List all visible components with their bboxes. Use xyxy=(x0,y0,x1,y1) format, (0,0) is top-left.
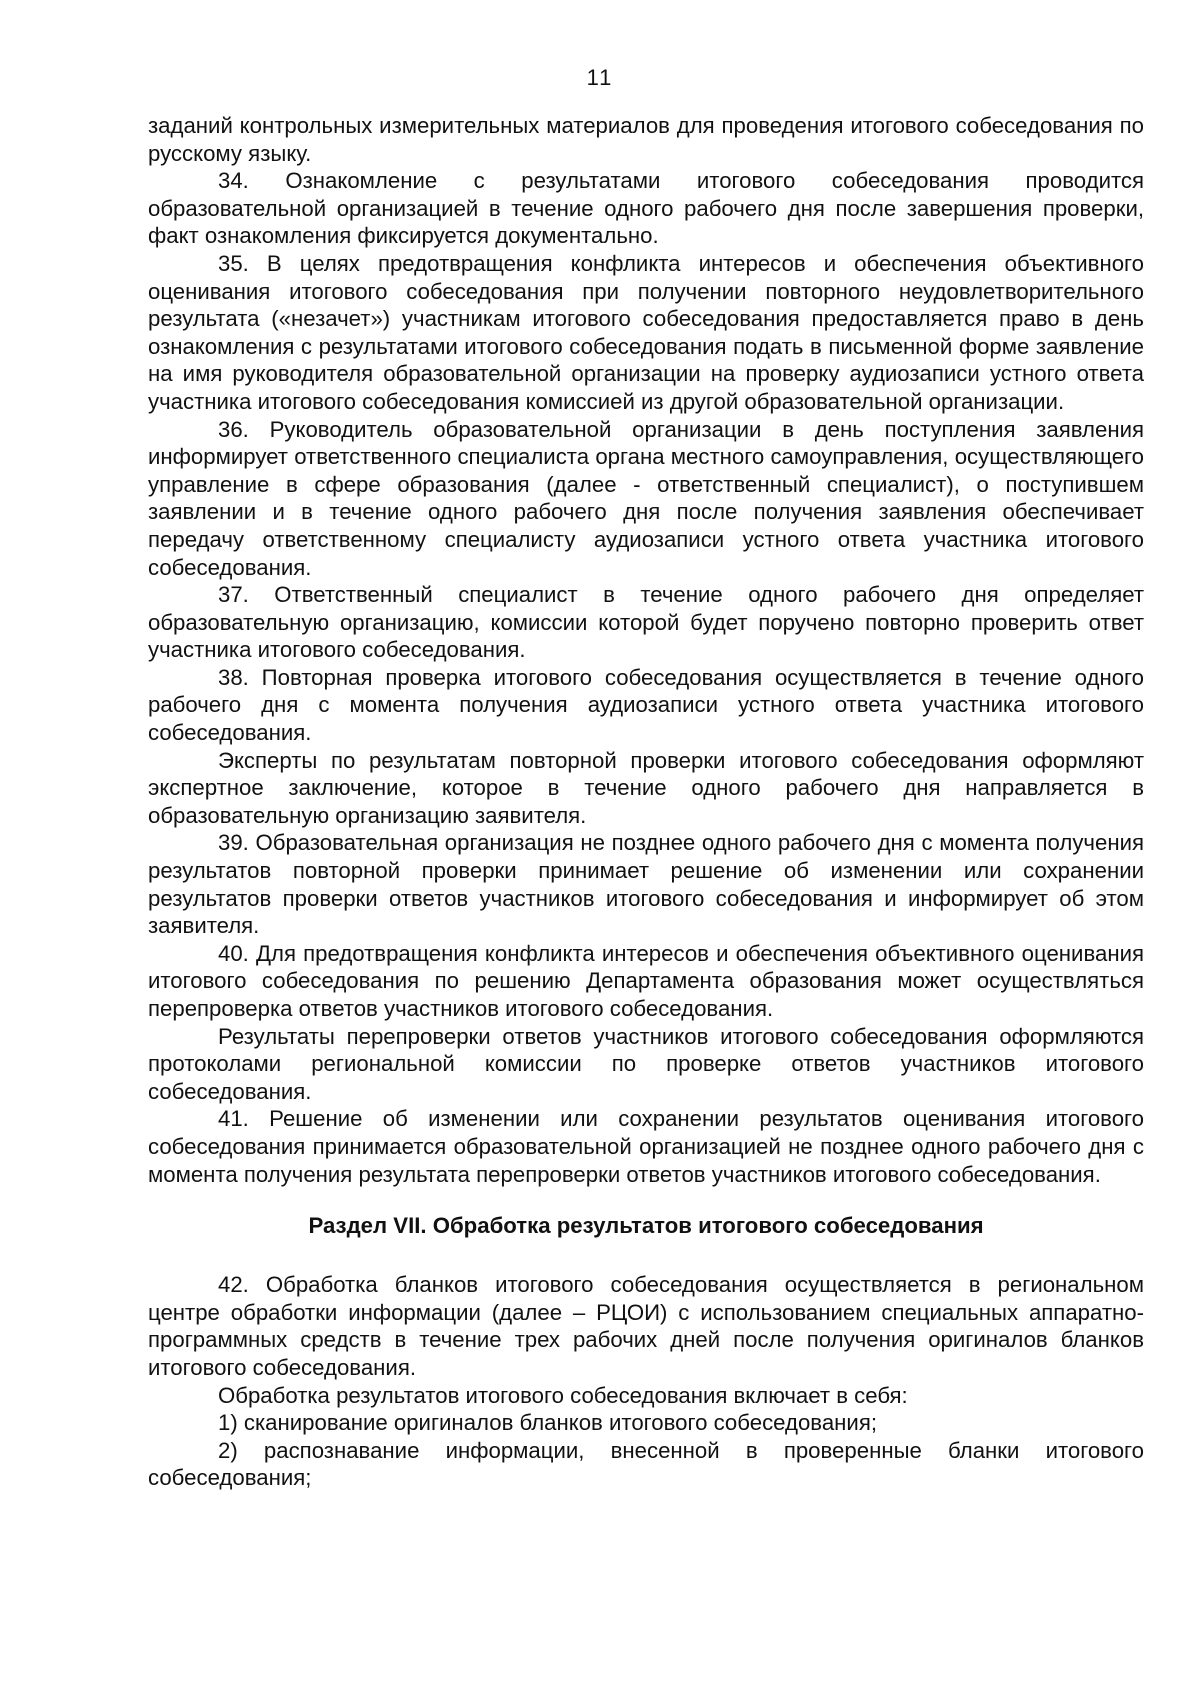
paragraph-42-includes: Обработка результатов итогового собеседования включает в себя: xyxy=(218,1382,908,1408)
document-body xyxy=(148,112,1144,1492)
paragraph-41: 41. Решение об изменении или сохранении результатов оценивания итогового собеседования принимается образовательной организацией не позднее одного рабочего дня с момента получения результата перепроверки ответов участников итогового собеседования. xyxy=(148,1106,1144,1187)
list-item-1: 1) сканирование оригиналов бланков итогового собеседования; xyxy=(218,1410,878,1436)
section-title: Раздел VII. Обработка результатов итогового собеседования xyxy=(308,1213,984,1239)
page-number: 11 xyxy=(586,65,614,90)
paragraph-37: 37. Ответственный специалист в течение одного рабочего дня определяет образовательную организацию, комиссии которой будет поручено повторно проверить ответ участника итогового собеседования. xyxy=(148,582,1144,663)
paragraph-38: 38. Повторная проверка итогового собеседования осуществляется в течение одного рабочего дня с момента получения аудиозаписи устного ответа участника итогового собеседования. xyxy=(148,664,1144,746)
paragraph-35: 35. В целях предотвращения конфликта интересов и обеспечения объективного оценивания итогового собеседования при получении повторного неудовлетворительного результата («незачет») участникам итогового собеседования предоставляется право в день ознакомления с результатами итогового собеседования подать в письменной форме заявление на имя руководителя образовательной организации на проверку аудиозаписи устного ответа участника итогового собеседования комиссией из другой образовательной организации. xyxy=(148,250,1144,414)
paragraph-38-experts: Эксперты по результатам повторной проверки итогового собеседования оформляют экспертное заключение, которое в течение одного рабочего дня направляется в образовательную организацию заявителя. xyxy=(148,747,1144,828)
paragraph-40: 40. Для предотвращения конфликта интересов и обеспечения объективного оценивания итогового собеседования по решению Департамента образования может осуществляться перепроверка ответов участников итогового собеседования. xyxy=(148,940,1144,1021)
list-item-2: 2) распознавание информации, внесенной в проверенные бланки итогового собеседования; xyxy=(148,1437,1144,1491)
paragraph-continuation: заданий контрольных измерительных материалов для проведения итогового собеседования по русскому языку. xyxy=(148,113,1144,166)
paragraph-42: 42. Обработка бланков итогового собеседования осуществляется в региональном центре обработки информации (далее – РЦОИ) с использованием специальных аппаратно-программных средств в течение трех рабочих дней после получения оригиналов бланков итогового собеседования. xyxy=(148,1272,1144,1380)
paragraph-34: 34. Ознакомление с результатами итогового собеседования проводится образовательной организацией в течение одного рабочего дня после завершения проверки, факт ознакомления фиксируется документально. xyxy=(148,168,1144,249)
paragraph-36: 36. Руководитель образовательной организации в день поступления заявления информирует ответственного специалиста органа местного самоуправления, осуществляющего управление в сфере образования (далее - ответственный специалист), о поступившем заявлении и в течение одного рабочего дня после получения заявления обеспечивает передачу ответственному специалисту аудиозаписи устного ответа участника итогового собеседования. xyxy=(148,416,1144,580)
paragraph-39: 39. Образовательная организация не позднее одного рабочего дня с момента получения результатов повторной проверки принимает решение об изменении или сохранении результатов проверки ответов участников итогового собеседования и информирует об этом заявителя. xyxy=(148,830,1144,939)
paragraph-40-results: Результаты перепроверки ответов участников итогового собеседования оформляются протоколами региональной комиссии по проверке ответов участников итогового собеседования. xyxy=(148,1023,1144,1104)
